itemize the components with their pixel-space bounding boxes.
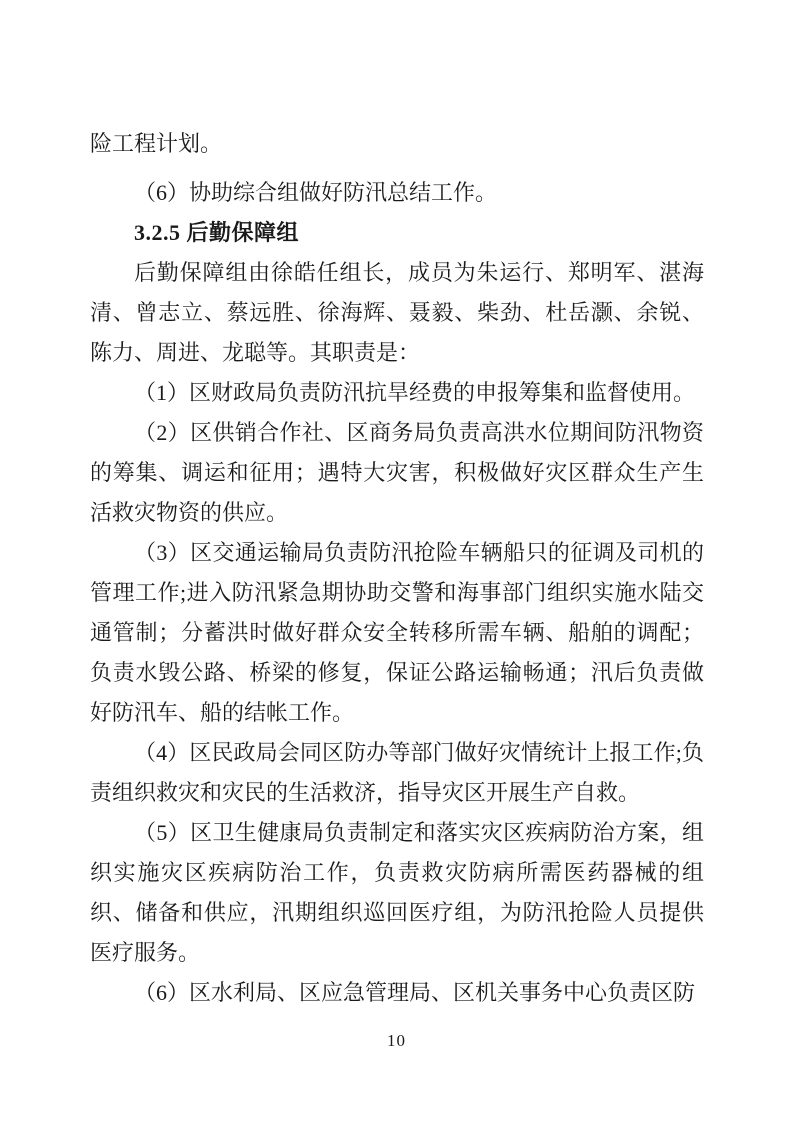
document-content — [90, 124, 704, 1013]
paragraph-duty-3-transport-bureau: （3）区交通运输局负责防汛抢险车辆船只的征调及司机的管理工作;进入防汛紧急期协助交警和海事部门组织实施水陆交通管制；分蓄洪时做好群众安全转移所需车辆、船舶的调配；负责水毁公路、桥梁的修复，保证公路运输畅通；汛后负责做好防汛车、船的结帐工作。 — [90, 540, 704, 725]
paragraph-duty-5-health-bureau: （5）区卫生健康局负责制定和落实灾区疾病防治方案，组织实施灾区疾病防治工作，负责救灾防病所需医药器械的组织、储备和供应，汛期组织巡回医疗组，为防汛抢险人员提供医疗服务。 — [90, 820, 704, 965]
paragraph-risk-project-plan-continuation: 险工程计划。 — [90, 131, 223, 156]
paragraph-duty-6-water-emergency-bureau: （6）区水利局、区应急管理局、区机关事务中心负责区防 — [134, 980, 696, 1005]
page-footer — [0, 1031, 793, 1051]
paragraph-duty-1-finance-bureau: （1）区财政局负责防汛抗旱经费的申报筹集和监督使用。 — [134, 380, 696, 405]
section-heading-logistics-support-group: 3.2.5 后勤保障组 — [134, 220, 300, 245]
page-number: 10 — [387, 1031, 406, 1050]
paragraph-duty-2-supply-commerce-bureau: （2）区供销合作社、区商务局负责高洪水位期间防汛物资的筹集、调运和征用；遇特大灾害，积极做好灾区群众生产生活救灾物资的供应。 — [90, 420, 704, 525]
paragraph-group-leader-and-members: 后勤保障组由徐皓任组长，成员为朱运行、郑明军、湛海清、曾志立、蔡远胜、徐海辉、聂毅、柴劲、杜岳灏、余锐、陈力、周进、龙聪等。其职责是： — [90, 260, 704, 365]
paragraph-duty-4-civil-affairs-bureau: （4）区民政局会同区防办等部门做好灾情统计上报工作;负责组织救灾和灾民的生活救济，指导灾区开展生产自救。 — [90, 740, 704, 805]
paragraph-previous-section-duty-6: （6）协助综合组做好防汛总结工作。 — [134, 180, 498, 205]
